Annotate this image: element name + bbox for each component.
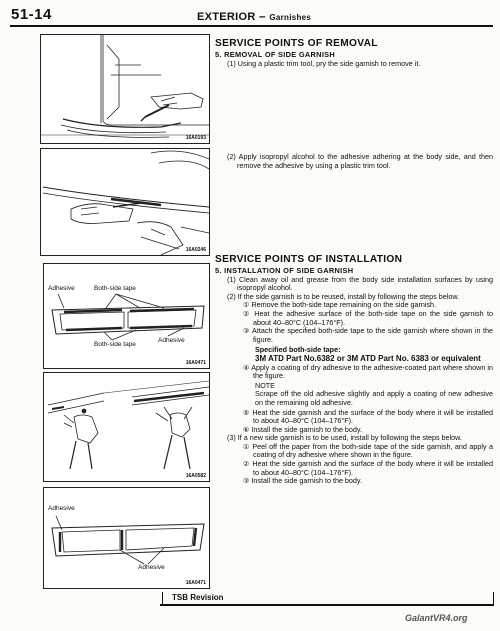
figure-id: 16A0193 (185, 135, 206, 141)
install-step-3: (3) If a new side garnish is to be used, install by following the steps below. (227, 433, 462, 443)
install-step-2-1: ① Remove the both-side tape remaining on the side garnish. (243, 300, 437, 310)
label-adhesive: Adhesive (158, 337, 185, 344)
figure-garnish-tape-drawing (44, 264, 209, 368)
page-number: 51-14 (11, 6, 52, 23)
tsb-revision: TSB Revision (172, 593, 224, 602)
section-separator: – (259, 9, 266, 23)
installation-section (215, 254, 493, 486)
install-step-2: (2) If the side garnish is to be reused, install by following the steps below. (227, 291, 460, 301)
figure-id: 16A0471 (185, 360, 206, 366)
figure-removal-pry (40, 34, 210, 144)
installation-heading: SERVICE POINTS OF INSTALLATION (215, 254, 403, 265)
removal-step-1: (1) Using a plastic trim tool, pry the side garnish to remove it. (227, 58, 421, 68)
removal-section (215, 38, 493, 68)
section-title (197, 9, 311, 23)
figure-new-garnish-drawing (44, 488, 209, 588)
section-name: EXTERIOR (197, 11, 256, 23)
watermark: GalantVR4.org (405, 613, 468, 623)
figure-garnish-tape-locations (43, 263, 210, 369)
install-step-1: (1) Clean away oil and grease from the body side installation surfaces by using isopropyl alcohol. (227, 274, 493, 293)
install-step-3-1: ① Peel off the paper from the both-side tape of the side garnish, and apply a coating of dry adhesive where shown in the figure. (243, 441, 493, 460)
label-both-side-tape: Both-side tape (94, 341, 136, 348)
install-step-2-6: ⑥ Install the side garnish to the body. (243, 424, 362, 434)
header-rule (10, 25, 493, 27)
figure-removal-adhesive (40, 148, 210, 256)
figure-id: 16A0471 (185, 580, 206, 586)
figure-heating-drawing (44, 373, 209, 481)
install-step-2-3: ③ Attach the specified both-side tape to the side garnish where shown in the figure. (243, 326, 493, 344)
install-step-2-5: ⑤ Heat the side garnish and the surface of the body where it will be installed to about 40–80°C (104–176°F). (243, 407, 493, 426)
removal-section-2 (215, 153, 493, 170)
removal-step-title: 5. REMOVAL OF SIDE GARNISH (215, 50, 336, 59)
label-adhesive: Adhesive (48, 285, 75, 292)
figure-removal-pry-drawing (41, 35, 209, 143)
install-step-3-3: ③ Install the side garnish to the body. (243, 476, 362, 486)
removal-heading: SERVICE POINTS OF REMOVAL (215, 38, 378, 49)
spec-value: 3M ATD Part No.6382 or 3M ATD Part No. 6383 or equivalent (255, 353, 481, 363)
figure-heating (43, 372, 210, 482)
spec-label: Specified both-side tape: (255, 345, 341, 355)
figure-id: 16A0582 (185, 473, 206, 479)
footer-rule (160, 604, 494, 606)
install-step-2-2: ② Heat the adhesive surface of the both-side tape on the side garnish to about 40–80°C (104–176°F). (243, 308, 493, 327)
removal-step-2: (2) Apply isopropyl alcohol to the adhesive adhering at the body side, and then remove the adhesive by using a plastic trim tool. (227, 152, 493, 170)
install-step-2-4: ④ Apply a coating of dry adhesive to the adhesive-coated part where shown in the figure. (243, 362, 493, 381)
install-step-3-2: ② Heat the side garnish and the surface of the body where it will be installed to about 40–80°C (104–176°F). (243, 459, 493, 477)
label-both-side-tape: Both-side tape (94, 285, 136, 292)
note-label: NOTE (255, 380, 275, 390)
subsection-name: Garnishes (269, 13, 312, 22)
figure-removal-adhesive-drawing (41, 149, 209, 255)
figure-id: 16A0246 (185, 247, 206, 253)
note-text: Scrape off the old adhesive slightly and apply a coating of new adhesive on the remaining old adhesive. (255, 389, 493, 407)
figure-new-garnish-adhesive (43, 487, 210, 589)
label-adhesive: Adhesive (138, 564, 165, 571)
label-adhesive: Adhesive (48, 505, 75, 512)
installation-step-title: 5. INSTALLATION OF SIDE GARNISH (215, 266, 354, 275)
